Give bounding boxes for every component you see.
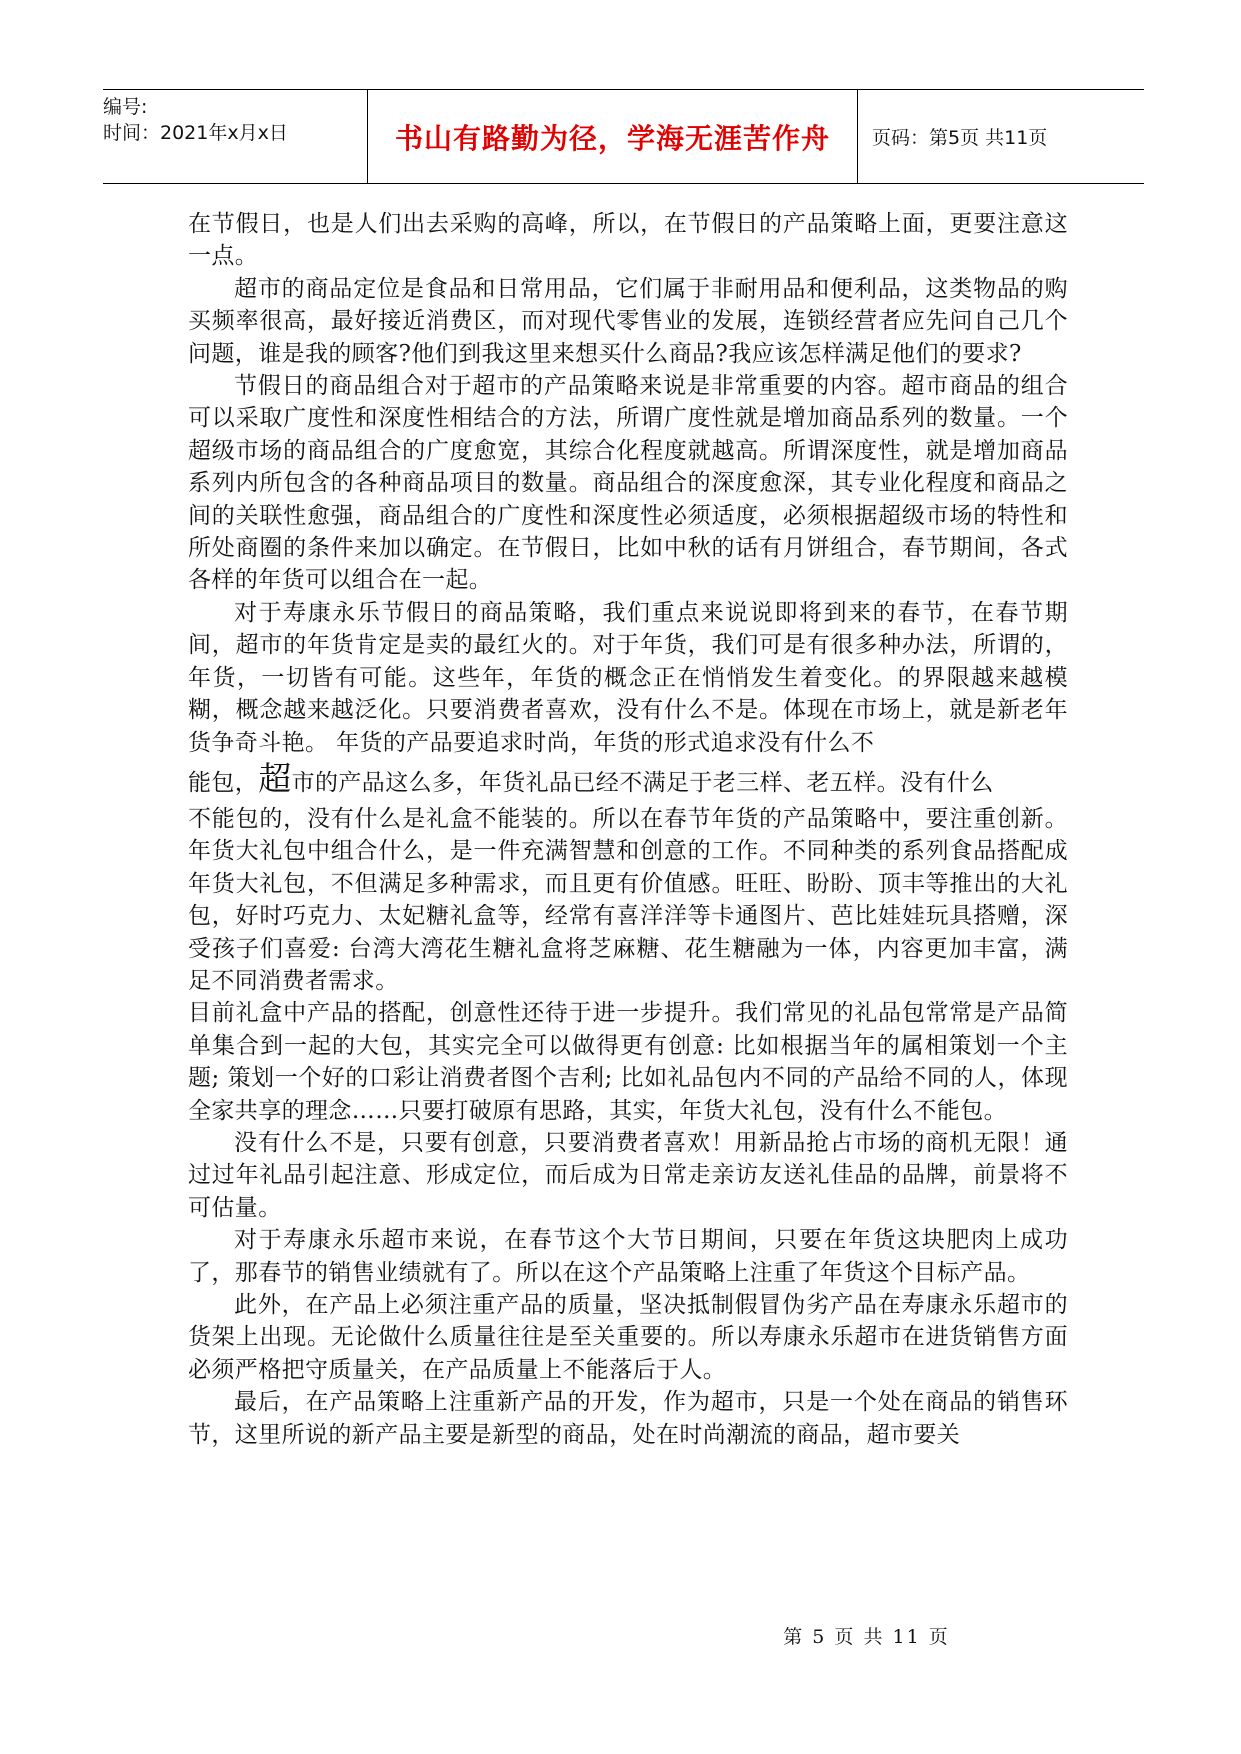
header-page-label: 页码：第5页 共11页: [872, 127, 1048, 149]
paragraph-4-pre: 能包，: [188, 769, 259, 796]
paragraph-8: 此外，在产品上必须注重产品的质量，坚决抵制假冒伪劣产品在寿康永乐超市的货架上出现。无论做什么质量往往是至关重要的。所以寿康永乐超市在进货销售方面必须严格把守质量关，在产品质量上不能落后于人。: [188, 1292, 1068, 1383]
document-body: [188, 208, 1068, 1451]
document-number-label: 编号:: [103, 96, 148, 118]
paragraph-4-part-3: 不能包的，没有什么是礼盒不能装的。所以在春节年货的产品策略中，要注重创新。年货大礼包中组合什么，是一件充满智慧和创意的工作。不同种类的系列食品搭配成年货大礼包，不但满足多种需求，而且更有价值感。旺旺、盼盼、顶丰等推出的大礼包，好时巧克力、太妃糖礼盒等，经常有喜洋洋等卡通图片、芭比娃娃玩具搭赠，深受孩子们喜爱: 台湾大湾花生糖礼盒将芝麻糖、花生糖融为一体，内容更加丰富，满足不同消费者需求。: [188, 805, 1068, 994]
paragraph-2: 超市的商品定位是食品和日常用品，它们属于非耐用品和便利品，这类物品的购买频率很高，最好接近消费区，而对现代零售业的发展，连锁经营者应先问自己几个问题，谁是我的顾客?他们到我这里来想买什么商品?我应该怎样满足他们的要求?: [188, 275, 1068, 367]
document-time-label: 时间：2021年x月x日: [103, 122, 288, 144]
header-meta: [103, 90, 368, 183]
paragraph-1: 在节假日，也是人们出去采购的高峰，所以，在节假日的产品策略上面，更要注意这一点。: [188, 211, 1068, 270]
paragraph-4-part-2: [188, 759, 1068, 803]
paragraph-5: 目前礼盒中产品的搭配，创意性还待于进一步提升。我们常见的礼品包常常是产品简单集合到一起的大包，其实完全可以做得更有创意: 比如根据当年的属相策划一个主题; 策划一个好的口彩让消费者图个吉利; 比如礼品包内不同的产品给不同的人，体现全家共享的理念……只要打破原有思路，其实，年货大礼包，没有什么不能包。: [188, 1000, 1068, 1124]
paragraph-4-big-char: 超: [258, 758, 292, 798]
paragraph-3: 节假日的商品组合对于超市的产品策略来说是非常重要的内容。超市商品的组合可以采取广度性和深度性相结合的方法，所谓广度性就是增加商品系列的数量。一个超级市场的商品组合的广度愈宽，其综合化程度就越高。所谓深度性，就是增加商品系列内所包含的各种商品项目的数量。商品组合的深度愈深，其专业化程度和商品之间的关联性愈强，商品组合的广度性和深度性必须适度，必须根据超级市场的特性和所处商圈的条件来加以确定。在节假日，比如中秋的话有月饼组合，春节期间，各式各样的年货可以组合在一起。: [188, 373, 1068, 594]
paragraph-4-post: 市的产品这么多，年货礼品已经不满足于老三样、老五样。没有什么: [291, 769, 994, 796]
paragraph-9: 最后，在产品策略上注重新产品的开发，作为超市，只是一个处在商品的销售环节，这里所说的新产品主要是新型的商品，处在时尚潮流的商品，超市要关: [188, 1389, 1068, 1448]
header-motto: 书山有路勤为径，学海无涯苦作舟: [368, 90, 858, 183]
page-footer: [0, 1622, 1241, 1649]
paragraph-7: 对于寿康永乐超市来说，在春节这个大节日期间，只要在年货这块肥肉上成功了，那春节的销售业绩就有了。所以在这个产品策略上注重了年货这个目标产品。: [188, 1227, 1068, 1286]
paragraph-4-part-1: 对于寿康永乐节假日的商品策略，我们重点来说说即将到来的春节，在春节期间，超市的年货肯定是卖的最红火的。对于年货，我们可是有很多种办法，所谓的，年货，一切皆有可能。这些年，年货的概念正在悄悄发生着变化。的界限越来越模糊，概念越来越泛化。只要消费者喜欢，没有什么不是。体现在市场上，就是新老年货争奇斗艳。 年货的产品要追求时尚，年货的形式追求没有什么不: [188, 599, 1068, 756]
page-header: [103, 89, 1144, 184]
footer-page-number: 第 5 页 共 11 页: [783, 1626, 950, 1648]
paragraph-6: 没有什么不是，只要有创意，只要消费者喜欢！用新品抢占市场的商机无限！通过过年礼品引起注意、形成定位，而后成为日常走亲访友送礼佳品的品牌，前景将不可估量。: [188, 1129, 1068, 1221]
